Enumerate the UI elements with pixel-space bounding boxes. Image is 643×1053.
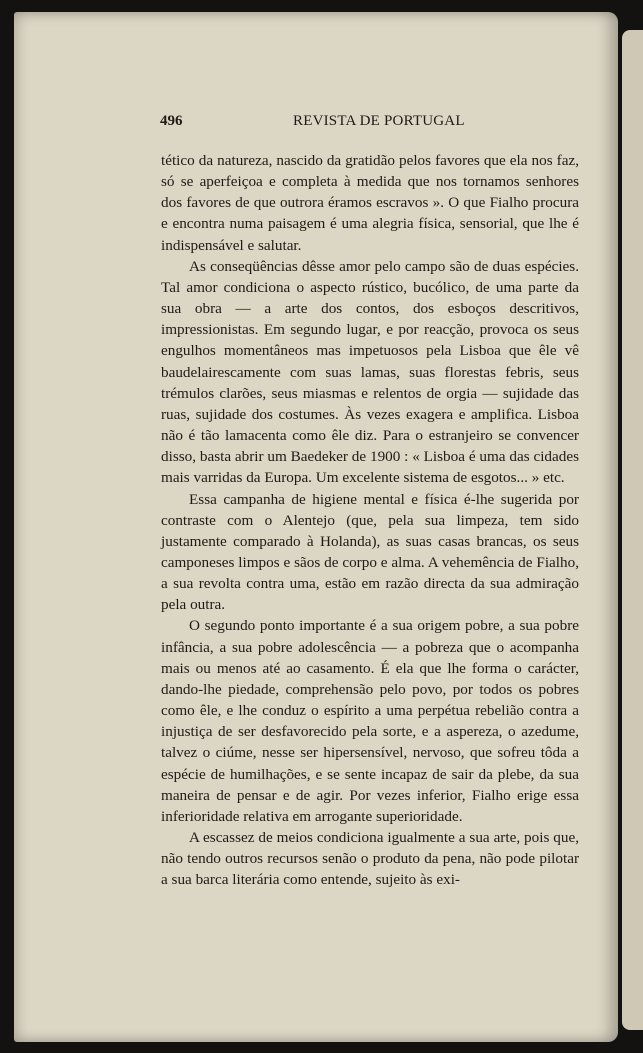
paragraph-5: A escassez de meios condiciona igualmente a sua arte, pois que, não tendo outros recursos senão o produto da pena, não pode pilotar a sua barca literária como entende, sujeito às exi-: [161, 829, 579, 889]
paragraph-2: As conseqüências dêsse amor pelo campo são de duas espécies. Tal amor condiciona o aspecto rústico, bucólico, de uma parte da sua obra — a arte dos contos, dos esboços descritivos, impressionistas. Em segundo lugar, e por reacção, provoca os seus engulhos momentâneos mas impetuosos pela Lisboa que êle vê baudelairescamente com suas lamas, suas florestas febris, seus trémulos clarões, seus miasmas e relentos de orgia — sujidade das ruas, sujidade dos costumes. Às vezes exagera e amplifica. Lisboa não é tão lamacenta como êle diz. Para o estranjeiro se convencer disso, basta abrir um Baedeker de 1900 : « Lisboa é uma das cidades mais varridas da Europa. Um excelente sistema de esgotos... » etc.: [161, 257, 579, 487]
paragraph-1: tético da natureza, nascido da gratidão pelos favores que ela nos faz, só se aperfeiçoa e completa à medida que nos tornamos senhores dos favores de que outrora éramos escravos ». O que Fialho procura e encontra numa paisagem é uma alegria física, sensorial, que lhe é indispensável e salutar.: [161, 152, 579, 254]
running-title: REVISTA DE PORTUGAL: [293, 113, 465, 129]
paragraph-3: Essa campanha de higiene mental e física é-lhe sugerida por contraste com o Alentejo (que, pela sua limpeza, tem sido justamente comparado à Holanda), as suas casas brancas, os seus camponeses limpos e sãos de corpo e alma. A vehemência de Fialho, a sua revolta contra uma, estão em razão directa da sua admiração pela outra.: [161, 490, 579, 614]
body-text: [161, 150, 579, 890]
page-number: 496: [160, 113, 183, 129]
paragraph-4: O segundo ponto importante é a sua origem pobre, a sua pobre infância, a sua pobre adolescência — a pobreza que o acompanha mais ou menos até ao casamento. É ela que lhe forma o carácter, dando-lhe piedade, comprehensão pelo povo, por todos os pobres como êle, e lhe conduz o espírito a uma perpétua rebelião contra a injustiça de ser desfavorecido pela sorte, e a aspereza, o azedume, talvez o ciúme, nesse ser hipersensível, nervoso, que sofreu tôda a espécie de humilhações, e se sente incapaz de sair da plebe, da sua maneira de pensar e de agir. Por vezes inferior, Fialho erige essa inferioridade relativa em arrogante superioridade.: [161, 617, 579, 825]
next-page-edge: [622, 30, 643, 1030]
page-header: [160, 113, 580, 133]
